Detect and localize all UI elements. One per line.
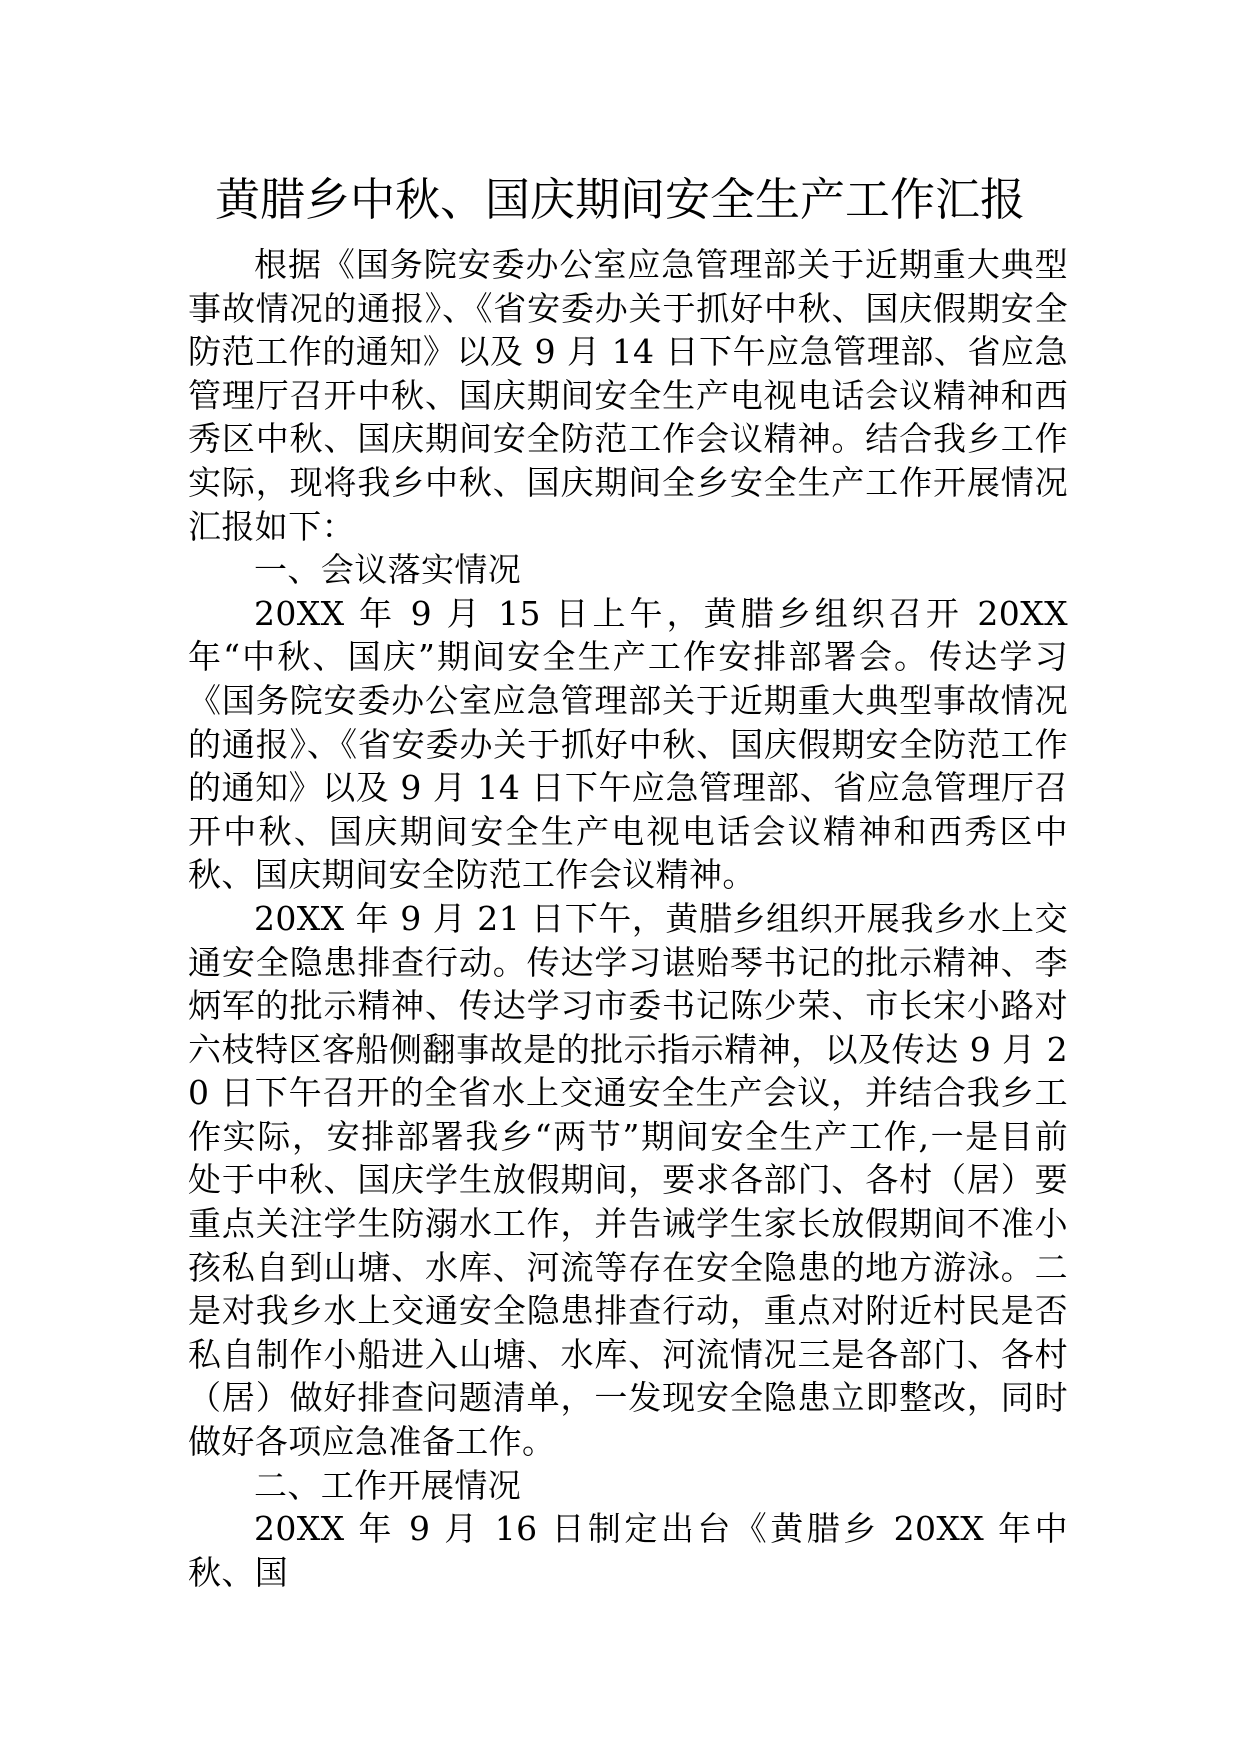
document-title: 黄腊乡中秋、国庆期间安全生产工作汇报 [214,173,1025,226]
paragraph-intro: 根据《国务院安委办公室应急管理部关于近期重大典型事故情况的通报》、《省安委办关于抓好中秋、国庆假期安全防范工作的通知》以及 9 月 14 日下午应急管理部、省应急管理厅召开中秋、国庆期间安全生产电视电话会议精神和西秀区中秋、国庆期间安全防范工作会议精神。结合我乡工作实际，现将我乡中秋、国庆期间全乡安全生产工作开展情况汇报如下： [188,245,1068,546]
paragraph-meeting-sept-21: 20XX 年 9 月 21 日下午，黄腊乡组织开展我乡水上交通安全隐患排查行动。传达学习谌贻琴书记的批示精神、李炳军的批示精神、传达学习市委书记陈少荣、市长宋小路对六枝特区客船侧翻事故是的批示指示精神，以及传达 9 月 20 日下午召开的全省水上交通安全生产会议，并结合我乡工作实际，安排部署我乡“两节”期间安全生产工作,一是目前处于中秋、国庆学生放假期间，要求各部门、各村（居）要重点关注学生防溺水工作，并告诫学生家长放假期间不准小孩私自到山塘、水库、河流等存在安全隐患的地方游泳。二是对我乡水上交通安全隐患排查行动，重点对附近村民是否私自制作小船进入山塘、水库、河流情况三是各部门、各村（居）做好排查问题清单，一发现安全隐患立即整改，同时做好各项应急准备工作。 [188,898,1068,1462]
document-body [188,243,1068,1594]
paragraph-meeting-sept-15: 20XX 年 9 月 15 日上午，黄腊乡组织召开 20XX 年“中秋、国庆”期间安全生产工作安排部署会。传达学习《国务院安委办公室应急管理部关于近期重大典型事故情况的通报》、《省安委办关于抓好中秋、国庆假期安全防范工作的通知》以及 9 月 14 日下午应急管理部、省应急管理厅召开中秋、国庆期间安全生产电视电话会议精神和西秀区中秋、国庆期间安全防范工作会议精神。 [188,593,1068,895]
paragraph-work-sept-16: 20XX 年 9 月 16 日制定出台《黄腊乡 20XX 年中秋、国 [188,1509,1068,1592]
section-heading-work: 二、工作开展情况 [254,1465,522,1505]
section-heading-meetings: 一、会议落实情况 [254,550,522,590]
